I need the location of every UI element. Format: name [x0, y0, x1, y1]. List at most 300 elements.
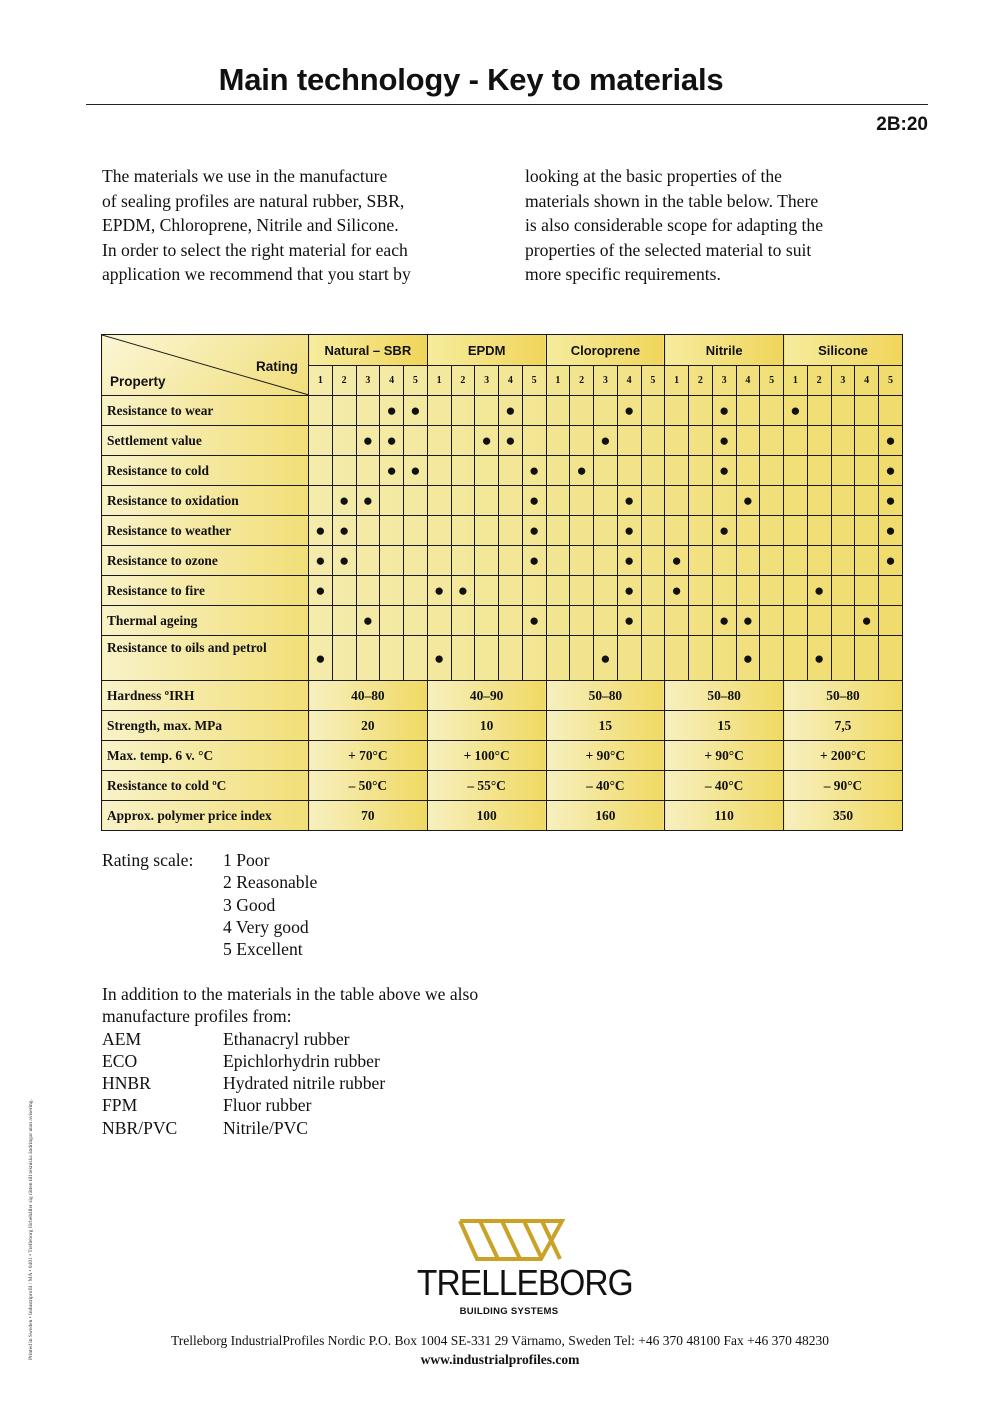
- value-row: [102, 681, 903, 711]
- rating-dot: ●: [451, 576, 475, 606]
- rating-number: 5: [404, 366, 428, 396]
- rating-cell: [475, 636, 499, 681]
- rating-cell: [404, 426, 428, 456]
- rating-cell: [879, 606, 903, 636]
- rating-cell: [380, 576, 404, 606]
- rating-cell: [855, 636, 879, 681]
- rating-cell: [594, 576, 618, 606]
- rating-cell: [641, 636, 665, 681]
- rating-number: 4: [736, 366, 760, 396]
- rating-cell: [784, 486, 808, 516]
- rating-cell: [784, 516, 808, 546]
- rating-number: 3: [475, 366, 499, 396]
- rating-cell: [784, 636, 808, 681]
- extra-material-item: [102, 1072, 522, 1094]
- extra-intro-line: In addition to the materials in the table above we also: [102, 984, 479, 1004]
- rating-row: [102, 396, 903, 426]
- rating-dot: ●: [309, 546, 333, 576]
- rating-cell: [546, 456, 570, 486]
- rating-cell: [570, 606, 594, 636]
- rating-dot: ●: [879, 426, 903, 456]
- rating-number: 1: [427, 366, 451, 396]
- rating-dot: ●: [309, 636, 333, 681]
- intro-line: is also considerable scope for adapting the: [525, 215, 824, 235]
- rating-cell: [570, 546, 594, 576]
- rating-cell: [689, 606, 713, 636]
- rating-cell: [499, 456, 523, 486]
- rating-cell: [736, 396, 760, 426]
- rating-cell: [427, 396, 451, 426]
- rating-cell: [332, 606, 356, 636]
- rating-cell: [760, 426, 784, 456]
- value-row: [102, 711, 903, 741]
- rating-cell: [594, 606, 618, 636]
- rating-cell: [665, 486, 689, 516]
- rating-dot: ●: [332, 546, 356, 576]
- rating-cell: [641, 486, 665, 516]
- rating-scale-item: 3 Good: [223, 894, 276, 915]
- property-value: 350: [784, 801, 903, 831]
- rating-cell: [855, 486, 879, 516]
- brand-division: BUILDING SYSTEMS: [459, 1306, 559, 1317]
- rating-cell: [309, 456, 333, 486]
- rating-cell: [807, 456, 831, 486]
- rating-cell: [641, 576, 665, 606]
- intro-line: more specific requirements.: [525, 264, 721, 284]
- rating-cell: [784, 426, 808, 456]
- rating-dot: ●: [712, 426, 736, 456]
- extra-materials: [102, 983, 522, 1139]
- document-code: 2B:20: [876, 114, 928, 135]
- rating-dot: ●: [879, 486, 903, 516]
- rating-cell: [617, 636, 641, 681]
- intro-line: of sealing profiles are natural rubber, SBR,: [102, 190, 405, 211]
- rating-cell: [522, 396, 546, 426]
- value-row: [102, 741, 903, 771]
- property-value: 10: [427, 711, 546, 741]
- rating-cell: [546, 606, 570, 636]
- rating-cell: [356, 546, 380, 576]
- material-abbr: FPM: [102, 1095, 138, 1116]
- property-value: 40–90: [427, 681, 546, 711]
- rating-scale-label: Rating scale:: [102, 850, 194, 870]
- rating-cell: [712, 486, 736, 516]
- rating-row: [102, 456, 903, 486]
- print-side-note: Printed in Sweden • Industriprofil / MA • 0401 • Trelleborg förbehåller sig rätten till tekniska ändringar utan avisering.: [28, 1099, 34, 1360]
- rating-cell: [451, 486, 475, 516]
- rating-cell: [736, 546, 760, 576]
- rating-dot: ●: [736, 636, 760, 681]
- rating-number: 4: [617, 366, 641, 396]
- rating-cell: [689, 546, 713, 576]
- rating-number: 2: [451, 366, 475, 396]
- property-label: Approx. polymer price index: [102, 801, 309, 831]
- rating-cell: [546, 396, 570, 426]
- rating-cell: [760, 456, 784, 486]
- rating-cell: [641, 516, 665, 546]
- rating-cell: [689, 636, 713, 681]
- rating-row: [102, 636, 903, 681]
- footer-website[interactable]: www.industrialprofiles.com: [420, 1352, 580, 1367]
- rating-cell: [451, 396, 475, 426]
- rating-cell: [641, 456, 665, 486]
- rating-cell: [546, 546, 570, 576]
- rating-number: 3: [594, 366, 618, 396]
- rating-cell: [855, 516, 879, 546]
- rating-cell: [760, 396, 784, 426]
- rating-cell: [499, 486, 523, 516]
- rating-cell: [831, 546, 855, 576]
- rating-cell: [570, 576, 594, 606]
- rating-cell: [594, 516, 618, 546]
- intro-line: The materials we use in the manufacture: [102, 166, 388, 186]
- rating-cell: [475, 546, 499, 576]
- rating-cell: [332, 456, 356, 486]
- rating-cell: [404, 576, 428, 606]
- property-value: – 90°C: [784, 771, 903, 801]
- rating-dot: ●: [356, 486, 380, 516]
- rating-cell: [499, 546, 523, 576]
- material-abbr: AEM: [102, 1028, 142, 1049]
- footer-address: Trelleborg IndustrialProfiles Nordic P.O. Box 1004 SE-331 29 Värnamo, Sweden Tel: +46 370 48100 Fax +46 370 48230: [171, 1333, 829, 1348]
- rating-number: 3: [356, 366, 380, 396]
- property-value: + 70°C: [309, 741, 428, 771]
- material-abbr: ECO: [102, 1050, 138, 1071]
- rating-cell: [404, 516, 428, 546]
- rating-cell: [807, 486, 831, 516]
- rating-dot: ●: [712, 606, 736, 636]
- material-header: Nitrile: [665, 335, 784, 366]
- rating-number: 1: [665, 366, 689, 396]
- rating-cell: [665, 456, 689, 486]
- material-name: Ethanacryl rubber: [223, 1028, 350, 1049]
- rating-cell: [570, 396, 594, 426]
- rating-dot: ●: [712, 396, 736, 426]
- rating-cell: [689, 486, 713, 516]
- rating-cell: [784, 546, 808, 576]
- rating-number: 5: [879, 366, 903, 396]
- property-label: Resistance to ozone: [102, 546, 309, 576]
- rating-cell: [760, 636, 784, 681]
- brand-name: TRELLEBORG: [416, 1262, 633, 1303]
- rating-cell: [332, 426, 356, 456]
- rating-dot: ●: [522, 546, 546, 576]
- rating-dot: ●: [522, 456, 546, 486]
- rating-cell: [332, 636, 356, 681]
- property-value: 7,5: [784, 711, 903, 741]
- rating-cell: [641, 426, 665, 456]
- rating-cell: [332, 576, 356, 606]
- extra-material-item: [102, 1028, 522, 1050]
- rating-dot: ●: [879, 456, 903, 486]
- rating-cell: [427, 606, 451, 636]
- rating-cell: [760, 576, 784, 606]
- rating-dot: ●: [665, 546, 689, 576]
- rating-cell: [451, 426, 475, 456]
- intro-right-column: [525, 164, 875, 287]
- rating-cell: [451, 516, 475, 546]
- rating-cell: [380, 516, 404, 546]
- rating-cell: [427, 516, 451, 546]
- title-rule: [86, 104, 928, 105]
- rating-cell: [427, 456, 451, 486]
- rating-cell: [570, 426, 594, 456]
- rating-cell: [736, 426, 760, 456]
- rating-cell: [475, 516, 499, 546]
- rating-dot: ●: [475, 426, 499, 456]
- value-row: [102, 771, 903, 801]
- rating-cell: [807, 396, 831, 426]
- rating-cell: [665, 396, 689, 426]
- rating-scale-item: 2 Reasonable: [223, 872, 318, 893]
- materials-table: [101, 334, 903, 831]
- material-name: Epichlorhydrin rubber: [223, 1050, 380, 1071]
- material-name: Nitrile/PVC: [223, 1117, 309, 1138]
- extra-intro-line: manufacture profiles from:: [102, 1006, 292, 1027]
- rating-cell: [427, 486, 451, 516]
- rating-number: 4: [499, 366, 523, 396]
- rating-cell: [807, 516, 831, 546]
- rating-dot: ●: [736, 486, 760, 516]
- rating-cell: [689, 426, 713, 456]
- property-value: – 40°C: [665, 771, 784, 801]
- property-value: + 200°C: [784, 741, 903, 771]
- rating-cell: [712, 546, 736, 576]
- rating-scale-item: 1 Poor: [223, 850, 270, 870]
- rating-cell: [641, 546, 665, 576]
- rating-cell: [356, 456, 380, 486]
- rating-cell: [546, 516, 570, 546]
- rating-cell: [522, 576, 546, 606]
- rating-cell: [831, 396, 855, 426]
- rating-cell: [594, 486, 618, 516]
- rating-cell: [451, 456, 475, 486]
- rating-cell: [475, 606, 499, 636]
- rating-dot: ●: [855, 606, 879, 636]
- rating-row: [102, 516, 903, 546]
- rating-cell: [309, 396, 333, 426]
- rating-cell: [784, 606, 808, 636]
- rating-scale-item: 5 Excellent: [223, 939, 303, 960]
- material-header: EPDM: [427, 335, 546, 366]
- rating-dot: ●: [404, 396, 428, 426]
- rating-cell: [879, 396, 903, 426]
- rating-cell: [499, 636, 523, 681]
- rating-dot: ●: [356, 606, 380, 636]
- rating-cell: [427, 546, 451, 576]
- rating-dot: ●: [332, 486, 356, 516]
- rating-dot: ●: [617, 516, 641, 546]
- rating-cell: [689, 576, 713, 606]
- rating-dot: ●: [617, 576, 641, 606]
- rating-dot: ●: [807, 576, 831, 606]
- corner-rating-label: Rating: [256, 359, 298, 374]
- property-label: Strength, max. MPa: [102, 711, 309, 741]
- rating-cell: [380, 486, 404, 516]
- property-value: 40–80: [309, 681, 428, 711]
- rating-dot: ●: [784, 396, 808, 426]
- rating-dot: ●: [380, 456, 404, 486]
- intro-line: EPDM, Chloroprene, Nitrile and Silicone.: [102, 215, 399, 235]
- rating-cell: [855, 396, 879, 426]
- property-value: – 50°C: [309, 771, 428, 801]
- rating-dot: ●: [879, 546, 903, 576]
- material-abbr: NBR/PVC: [102, 1117, 178, 1138]
- rating-dot: ●: [594, 426, 618, 456]
- value-row: [102, 801, 903, 831]
- rating-cell: [712, 636, 736, 681]
- rating-cell: [855, 456, 879, 486]
- rating-number: 5: [522, 366, 546, 396]
- property-value: 100: [427, 801, 546, 831]
- rating-dot: ●: [499, 426, 523, 456]
- intro-line: application we recommend that you start by: [102, 264, 411, 284]
- rating-cell: [665, 636, 689, 681]
- rating-cell: [665, 606, 689, 636]
- rating-number: 2: [332, 366, 356, 396]
- property-label: Resistance to wear: [102, 396, 309, 426]
- rating-cell: [617, 456, 641, 486]
- rating-cell: [736, 456, 760, 486]
- intro-line: In order to select the right material for each: [102, 239, 408, 260]
- rating-cell: [522, 426, 546, 456]
- rating-cell: [380, 606, 404, 636]
- rating-cell: [760, 516, 784, 546]
- rating-cell: [689, 456, 713, 486]
- property-value: 50–80: [546, 681, 665, 711]
- property-label: Resistance to oils and petrol: [102, 636, 309, 681]
- extra-material-item: [102, 1050, 522, 1072]
- extra-material-item: [102, 1117, 522, 1139]
- rating-dot: ●: [309, 516, 333, 546]
- rating-cell: [807, 606, 831, 636]
- rating-dot: ●: [380, 396, 404, 426]
- rating-cell: [689, 396, 713, 426]
- rating-number: 4: [380, 366, 404, 396]
- rating-cell: [380, 546, 404, 576]
- rating-cell: [736, 576, 760, 606]
- rating-dot: ●: [617, 546, 641, 576]
- intro-left-column: [102, 164, 462, 287]
- trelleborg-logo-icon: [414, 1218, 604, 1262]
- page-title: Main technology - Key to materials: [218, 62, 724, 97]
- rating-cell: [332, 396, 356, 426]
- rating-cell: [522, 636, 546, 681]
- rating-row: [102, 426, 903, 456]
- rating-cell: [404, 636, 428, 681]
- rating-cell: [499, 516, 523, 546]
- intro-line: looking at the basic properties of the: [525, 166, 782, 186]
- rating-dot: ●: [356, 426, 380, 456]
- rating-row: [102, 486, 903, 516]
- rating-cell: [784, 456, 808, 486]
- extra-material-item: [102, 1094, 522, 1116]
- rating-cell: [404, 606, 428, 636]
- rating-dot: ●: [594, 636, 618, 681]
- property-label: Resistance to cold: [102, 456, 309, 486]
- rating-cell: [380, 636, 404, 681]
- rating-number: 5: [641, 366, 665, 396]
- rating-cell: [689, 516, 713, 546]
- property-value: + 90°C: [546, 741, 665, 771]
- material-abbr: HNBR: [102, 1073, 151, 1094]
- rating-cell: [879, 576, 903, 606]
- rating-number: 4: [855, 366, 879, 396]
- material-header: Silicone: [784, 335, 903, 366]
- rating-row: [102, 546, 903, 576]
- property-label: Settlement value: [102, 426, 309, 456]
- rating-cell: [855, 576, 879, 606]
- rating-cell: [594, 456, 618, 486]
- rating-cell: [831, 426, 855, 456]
- rating-cell: [356, 396, 380, 426]
- material-name: Fluor rubber: [223, 1095, 312, 1116]
- rating-cell: [855, 426, 879, 456]
- property-value: 20: [309, 711, 428, 741]
- material-header: Natural – SBR: [309, 335, 428, 366]
- rating-dot: ●: [617, 396, 641, 426]
- rating-cell: [309, 426, 333, 456]
- rating-cell: [594, 546, 618, 576]
- rating-dot: ●: [807, 636, 831, 681]
- rating-dot: ●: [499, 396, 523, 426]
- rating-dot: ●: [309, 576, 333, 606]
- rating-number: 2: [689, 366, 713, 396]
- property-value: + 100°C: [427, 741, 546, 771]
- rating-dot: ●: [332, 516, 356, 546]
- rating-dot: ●: [404, 456, 428, 486]
- rating-cell: [546, 636, 570, 681]
- property-value: + 90°C: [665, 741, 784, 771]
- rating-cell: [475, 396, 499, 426]
- material-name: Hydrated nitrile rubber: [223, 1073, 386, 1094]
- rating-cell: [451, 606, 475, 636]
- rating-cell: [760, 486, 784, 516]
- rating-dot: ●: [570, 456, 594, 486]
- rating-row: [102, 576, 903, 606]
- rating-cell: [309, 486, 333, 516]
- rating-cell: [546, 426, 570, 456]
- rating-dot: ●: [617, 606, 641, 636]
- rating-cell: [309, 606, 333, 636]
- rating-dot: ●: [879, 516, 903, 546]
- rating-cell: [570, 636, 594, 681]
- material-header: Cloroprene: [546, 335, 665, 366]
- rating-cell: [356, 516, 380, 546]
- rating-cell: [641, 606, 665, 636]
- rating-cell: [356, 636, 380, 681]
- rating-cell: [831, 606, 855, 636]
- rating-cell: [570, 516, 594, 546]
- rating-cell: [570, 486, 594, 516]
- property-label: Resistance to fire: [102, 576, 309, 606]
- rating-dot: ●: [665, 576, 689, 606]
- rating-dot: ●: [522, 606, 546, 636]
- rating-number: 5: [760, 366, 784, 396]
- rating-cell: [594, 396, 618, 426]
- property-value: – 40°C: [546, 771, 665, 801]
- property-value: 110: [665, 801, 784, 831]
- rating-cell: [404, 546, 428, 576]
- property-value: – 55°C: [427, 771, 546, 801]
- rating-dot: ●: [427, 636, 451, 681]
- rating-cell: [879, 636, 903, 681]
- property-label: Resistance to cold ºC: [102, 771, 309, 801]
- rating-cell: [712, 576, 736, 606]
- property-label: Resistance to weather: [102, 516, 309, 546]
- property-label: Resistance to oxidation: [102, 486, 309, 516]
- property-label: Hardness ºIRH: [102, 681, 309, 711]
